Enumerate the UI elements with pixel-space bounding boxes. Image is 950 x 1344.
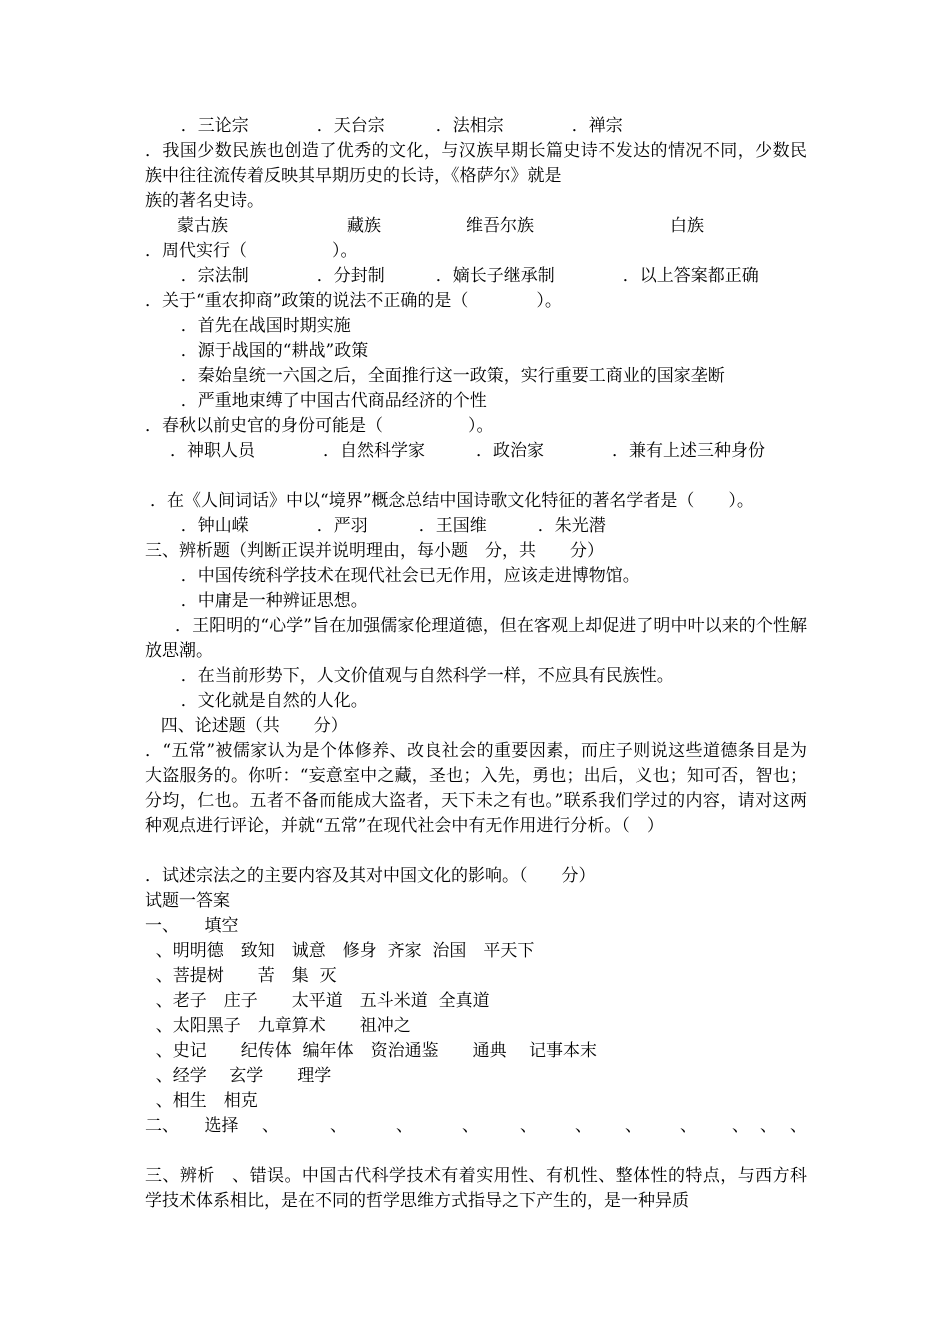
- q-options-historian: ．神职人员 ．自然科学家 ．政治家 ．兼有上述三种身份: [170, 441, 765, 461]
- q-zhou: ．周代实行（ ）。: [145, 241, 358, 261]
- answer-1: 、明明德 致知 诚意 修身 齐家 治国 平天下: [145, 941, 535, 961]
- choice-mark: 、: [396, 1116, 413, 1136]
- essay-q1: ．“五常”被儒家认为是个体修养、改良社会的重要因素，而庄子则说这些道德条目是为大盗服务的。你听：“妄意室中之藏，圣也；入先，勇也；出后，义也；知可否，智也；分均，仁也。五者不备而能成大盗者，天下未之有也。”联系我们学过的内容，请对这两种观点进行评论，并就“五常”在现代社会中有无作用进行分析。（ ）: [145, 741, 807, 836]
- answer-4: 、太阳黑子 九章算术 祖冲之: [145, 1016, 411, 1036]
- q-minority-epic-cont: 族的著名史诗。: [145, 191, 264, 211]
- analysis-q3: ．王阳明的“心学”旨在加强儒家伦理道德，但在客观上却促进了明中叶以来的个性解放思潮。: [145, 616, 807, 661]
- q-agriculture: ．关于“重农抑商”政策的说法不正确的是（ ）。: [145, 291, 562, 311]
- essay-q2: ．试述宗法之的主要内容及其对中国文化的影响。（ 分）: [145, 866, 596, 886]
- choice-mark: 、: [575, 1116, 592, 1136]
- choice-mark: 、: [760, 1116, 777, 1136]
- section-4-title: 四、论述题（共 分）: [150, 716, 348, 736]
- q-renjian-cihua: ．在《人间词话》中以“境界”概念总结中国诗歌文化特征的著名学者是（ ）。: [150, 491, 754, 511]
- analysis-q2: ．中庸是一种辨证思想。: [170, 591, 368, 611]
- choice-mark: 、: [262, 1116, 279, 1136]
- choice-mark: 、: [330, 1116, 347, 1136]
- q-options-ethnic: 蒙古族 藏族 维吾尔族 白族: [160, 216, 704, 236]
- section-3-title: 三、辨析题（判断正误并说明理由，每小题 分，共 分）: [145, 541, 604, 561]
- choice-mark: 、: [462, 1116, 479, 1136]
- choice-mark: 、: [625, 1116, 642, 1136]
- choice-mark: 、: [790, 1116, 807, 1136]
- answer-section-1: 一、 填空: [145, 916, 239, 936]
- answer-3: 、老子 庄子 太平道 五斗米道 全真道: [145, 991, 490, 1011]
- choice-mark: 、: [520, 1116, 537, 1136]
- choice-mark: 、: [732, 1116, 749, 1136]
- answer-7: 、相生 相克: [145, 1091, 258, 1111]
- answer-5: 、史记 纪传体 编年体 资治通鉴 通典 记事本末: [145, 1041, 598, 1061]
- answer-key-title: 试题一答案: [145, 891, 230, 911]
- q-option-d: ．严重地束缚了中国古代商品经济的个性: [170, 391, 487, 411]
- answer-section-3: 三、辨析 、错误。中国古代科学技术有着实用性、有机性、整体性的特点，与西方科学技术体系相比，是在不同的哲学思维方式指导之下产生的，是一种异质: [145, 1166, 807, 1211]
- q-option-a: ．首先在战国时期实施: [170, 316, 351, 336]
- analysis-q5: ．文化就是自然的人化。: [170, 691, 368, 711]
- q-option-c: ．秦始皇统一六国之后，全面推行这一政策，实行重要工商业的国家垄断: [170, 366, 725, 386]
- q-options-zhou: ．宗法制 ．分封制 ．嫡长子继承制 ．以上答案都正确: [170, 266, 759, 286]
- q-options-scholar: ．钟山嵘 ．严羽 ．王国维 ．朱光潜: [170, 516, 606, 536]
- q-option-b: ．源于战国的“耕战”政策: [170, 341, 369, 361]
- answer-6: 、经学 玄学 理学: [145, 1066, 332, 1086]
- q-historian: ．春秋以前史官的身份可能是（ ）。: [145, 416, 494, 436]
- q-minority-epic: ．我国少数民族也创造了优秀的文化，与汉族早期长篇史诗不发达的情况不同，少数民族中往往流传着反映其早期历史的长诗，《格萨尔》就是: [145, 141, 807, 186]
- choice-mark: 、: [680, 1116, 697, 1136]
- q-options-sects: ．三论宗 ．天台宗 ．法相宗 ．禅宗: [170, 116, 623, 136]
- analysis-q1: ．中国传统科学技术在现代社会已无作用，应该走进博物馆。: [170, 566, 640, 586]
- answer-section-2: 二、 选择: [145, 1116, 239, 1136]
- answer-2: 、菩提树 苦 集 灭: [145, 966, 337, 986]
- analysis-q4: ．在当前形势下，人文价值观与自然科学一样，不应具有民族性。: [170, 666, 674, 686]
